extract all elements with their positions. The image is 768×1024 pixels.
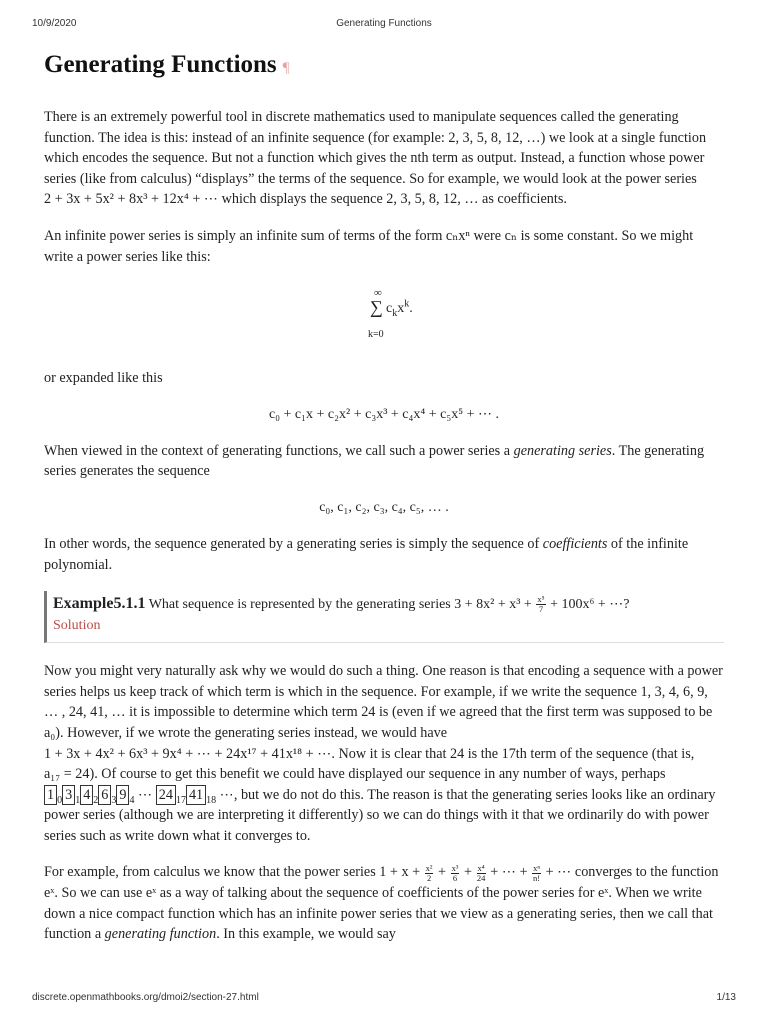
sum-upper-limit: ∞ bbox=[374, 287, 382, 300]
boxed-sequence: 1 $_0$ 3 $_1$ 4 $_2$ 6 $_3$ 9 $_4$ ⋯ 24 $_{17}$ 41 $_{18}$ ⋯ bbox=[44, 787, 234, 803]
motivation-paragraph: Now you might very naturally ask why we would do such a thing. One reason is that encoding a sequence with a power series helps us keep track of which term is which in the sequence. For example, if we write the sequence 1, 3, 4, 6, 9, … , 24, 41, … it is impossible to determine which term 24 is (even if we agreed that the first term was supposed to be a₀). However, if we wrote the generating series instead, we would have 1 + 3x + 4x² + 6x³ + 9x⁴ + ⋯ + 24x¹⁷ + 41x¹⁸ + ⋯. Now it is clear that 24 is the 17th term of the sequence (that is, a₁₇ = 24). Of course to get this benefit we could have displayed our sequence in any number of ways, perhaps 1 $_0$ 3 $_1$ 4 $_2$ 6 $_3$ 9 $_4$ ⋯ 24 $_{17}$ 41 $_{18}$ ⋯, but we do not do this. The reason is that the generating series looks like an ordinary power series (although we are interpreting it differently) so we can do things with it that we ordinarily do with power series such as write down what it converges to. bbox=[44, 663, 723, 844]
pilcrow-link[interactable]: ¶ bbox=[282, 60, 290, 76]
inline-math: cₙ bbox=[504, 227, 518, 244]
expanded-intro: or expanded like this bbox=[44, 370, 163, 387]
page-title: Generating Functions ¶ bbox=[44, 51, 290, 78]
page-number: 1/13 bbox=[716, 992, 736, 1003]
inline-math: 2 + 3x + 5x² + 8x³ + 12x⁴ + ⋯ bbox=[44, 191, 219, 208]
print-date: 10/9/2020 bbox=[32, 18, 77, 29]
emphasis: generating function bbox=[104, 926, 217, 943]
article bbox=[44, 50, 724, 961]
coefficients-paragraph: In other words, the sequence generated by a generating series is simply the sequence of coefficients of the infinite polynomial. bbox=[44, 535, 689, 573]
emphasis: generating series bbox=[513, 442, 612, 459]
calculus-paragraph: For example, from calculus we know that the power series 1 + x + $\frac{\text{x²}}{2}$ + $\frac{\text{x³}}{6}$ + $\frac{\text{x⁴}}{24}$ + ⋯ + $\frac{\text{xⁿ}}{n!}$ + ⋯ converges to the function eˣ. So we can use eˣ as a way of talking about the sequence of coefficients of the power series for eˣ. When we write down a nice compact function which has an infinite power series that we view as a generating series, then we call that function a generating function. In this example, we would say bbox=[44, 862, 719, 943]
fraction: $\frac{\text{x⁵}}{7}$ bbox=[537, 594, 545, 615]
inline-math: 1 + x + $\frac{\text{x²}}{2}$ + $\frac{\text{x³}}{6}$ + $\frac{\text{x⁴}}{24}$ + ⋯ + $\frac{\text{xⁿ}}{n!}$ + ⋯ bbox=[379, 862, 572, 883]
print-footer bbox=[32, 992, 736, 1006]
sum-expression: $c_kx^k$. bbox=[386, 298, 413, 319]
print-header bbox=[32, 18, 736, 32]
inline-math: 1 + 3x + 4x² + 6x³ + 9x⁴ + ⋯ + 24x¹⁷ + 41x¹⁸ + ⋯ bbox=[44, 745, 332, 762]
print-title: Generating Functions bbox=[336, 18, 432, 29]
inline-math: cₙxⁿ bbox=[445, 227, 470, 244]
power-series-paragraph: An infinite power series is simply an infinite sum of terms of the form cₙxⁿ were cₙ is some constant. So we might write a power series like this: bbox=[44, 227, 694, 265]
solution-link[interactable]: Solution bbox=[53, 618, 101, 634]
expanded-display: c₀ + c₁x + c₂x² + c₃x³ + c₄x⁴ + c₅x⁵ + ⋯ . bbox=[268, 406, 500, 422]
intro-paragraph: There is an extremely powerful tool in discrete mathematics used to manipulate sequences called the generating function. The idea is this: instead of an infinite sequence (for example: 2, 3, 5, 8, 12, …) we look at a single function which encodes the sequence. But not a function which gives the nth term as output. Instead, a function whose power series (like from calculus) “displays” the terms of the sequence. So for example, we would look at the power series 2 + 3x + 5x² + 8x³ + 12x⁴ + ⋯ which displays the sequence 2, 3, 5, 8, 12, … as coefficients. bbox=[44, 109, 707, 208]
sequence-display: c₀, c₁, c₂, c₃, c₄, c₅, … . bbox=[319, 499, 449, 515]
example-label: Example5.1.1 bbox=[53, 595, 146, 613]
sum-lower-limit: k=0 bbox=[368, 329, 384, 341]
sum-display bbox=[44, 283, 724, 352]
generating-series-paragraph: When viewed in the context of generating functions, we call such a power series a generating series. The generating series generates the sequence bbox=[44, 442, 705, 480]
emphasis: coefficients bbox=[542, 535, 608, 552]
print-url: discrete.openmathbooks.org/dmoi2/section-27.html bbox=[32, 992, 259, 1003]
example-box: Example5.1.1 What sequence is represented by the generating series 3 + 8x² + x³ + $\frac{\text{x⁵}}{7}$ + 100x⁶ + ⋯? Solution bbox=[44, 591, 724, 643]
sigma-symbol: ∑ bbox=[370, 297, 383, 318]
